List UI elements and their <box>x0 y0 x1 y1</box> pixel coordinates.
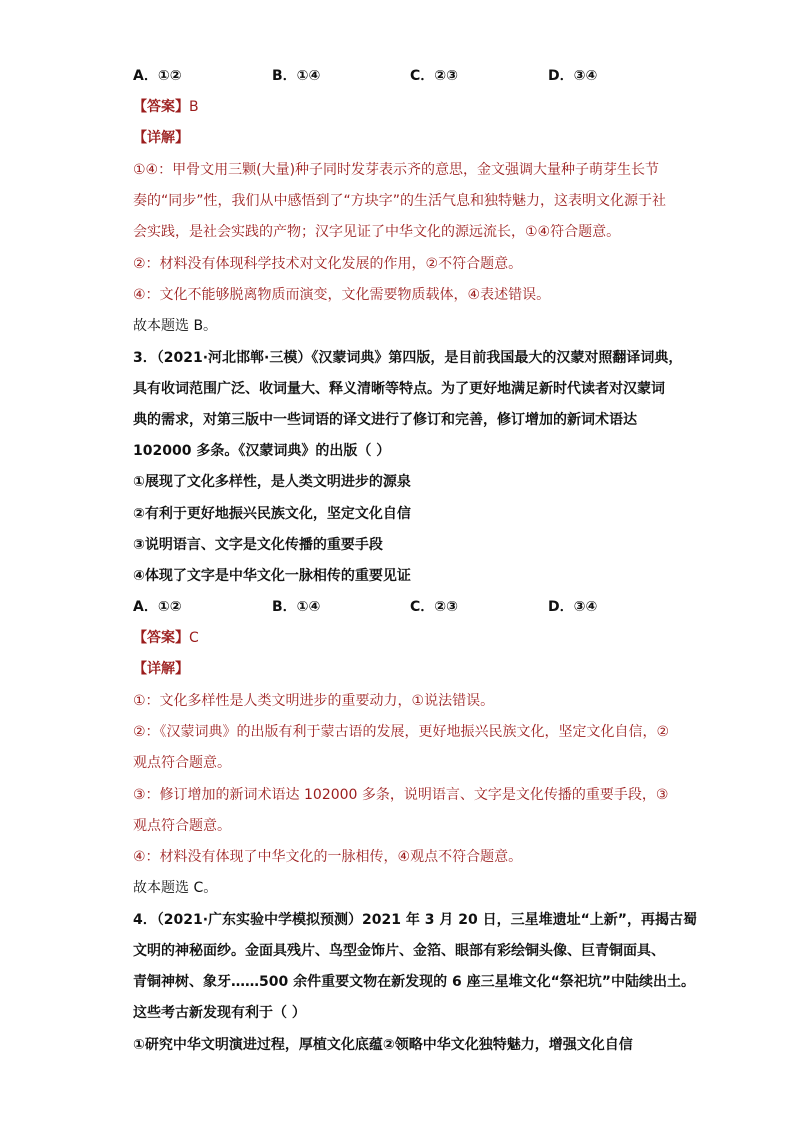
q2-explanation-line: ①④：甲骨文用三颗(大量)种子同时发芽表示齐的意思，金文强调大量种子萌芽生长节 <box>133 162 660 178</box>
q3-explanation-line: 观点符合题意。 <box>133 755 231 771</box>
q3-explanation-line: 观点符合题意。 <box>133 818 231 834</box>
answer-tag: 【答案】 <box>133 630 189 646</box>
q4-stem-line: 这些考古新发现有利于（ ） <box>133 1005 306 1021</box>
q2-detail-tag: 【详解】 <box>133 130 189 146</box>
q3-statement: ②有利于更好地振兴民族文化，坚定文化自信 <box>133 506 411 522</box>
q3-explanation-line: ③：修订增加的新词术语达 102000 多条，说明语言、文字是文化传播的重要手段，③ <box>133 787 669 803</box>
q2-explanation-line: 奏的“同步”性，我们从中感悟到了“方块字”的生活气息和独特魅力，这表明文化源于社 <box>133 193 667 209</box>
q3-stem-line: 具有收词范围广泛、收词量大、释义清晰等特点。为了更好地满足新时代读者对汉蒙词 <box>133 381 665 397</box>
q4-stem-line: 4．（2021·广东实验中学模拟预测）2021 年 3 月 20 日，三星堆遗址“上新”，再揭古蜀 <box>133 912 697 928</box>
q3-answer <box>133 628 199 648</box>
answer-tag: 【答案】 <box>133 99 189 115</box>
q3-option-a: A．①② <box>133 599 182 615</box>
q3-detail-tag: 【详解】 <box>133 661 189 677</box>
q2-explanation-line: ④：文化不能够脱离物质而演变，文化需要物质载体，④表述错误。 <box>133 287 551 303</box>
q3-conclusion: 故本题选 C。 <box>133 880 218 896</box>
q4-stem-line: 青铜神树、象牙……500 余件重要文物在新发现的 6 座三星堆文化“祭祀坑”中陆续出土。 <box>133 974 695 990</box>
q4-stem-line: 文明的神秘面纱。金面具残片、鸟型金饰片、金箔、眼部有彩绘铜头像、巨青铜面具、 <box>133 943 665 959</box>
q3-statement: ④体现了文字是中华文化一脉相传的重要见证 <box>133 568 411 584</box>
q3-option-b: B．①④ <box>272 599 321 615</box>
answer-value: C <box>189 630 199 646</box>
q3-statement: ③说明语言、文字是文化传播的重要手段 <box>133 537 383 553</box>
q2-option-a: A．①② <box>133 68 182 84</box>
q3-stem-line: 典的需求，对第三版中一些词语的译文进行了修订和完善，修订增加的新词术语达 <box>133 412 637 428</box>
q3-option-c: C．②③ <box>410 599 458 615</box>
q3-option-d: D．③④ <box>548 599 598 615</box>
answer-value: B <box>189 99 199 115</box>
q3-explanation-line: ②：《汉蒙词典》的出版有利于蒙古语的发展，更好地振兴民族文化，坚定文化自信，② <box>133 724 670 740</box>
q3-stem-line: 3．（2021·河北邯郸·三模）《汉蒙词典》第四版，是目前我国最大的汉蒙对照翻译词典， <box>133 350 683 366</box>
q3-statement: ①展现了文化多样性，是人类文明进步的源泉 <box>133 474 411 490</box>
q3-explanation-line: ④：材料没有体现了中华文化的一脉相传，④观点不符合题意。 <box>133 849 523 865</box>
q3-stem-line: 102000 多条。《汉蒙词典》的出版（ ） <box>133 443 391 459</box>
q2-explanation-line: 会实践，是社会实践的产物；汉字见证了中华文化的源远流长，①④符合题意。 <box>133 224 621 240</box>
q3-explanation-line: ①：文化多样性是人类文明进步的重要动力，①说法错误。 <box>133 693 495 709</box>
q2-explanation-line: ②：材料没有体现科学技术对文化发展的作用，②不符合题意。 <box>133 256 523 272</box>
q2-option-d: D．③④ <box>548 68 598 84</box>
q2-option-b: B．①④ <box>272 68 321 84</box>
q2-option-c: C．②③ <box>410 68 458 84</box>
q2-answer <box>133 97 199 117</box>
q4-statement: ①研究中华文明演进过程，厚植文化底蕴②领略中华文化独特魅力，增强文化自信 <box>133 1037 633 1053</box>
q2-conclusion: 故本题选 B。 <box>133 318 218 334</box>
